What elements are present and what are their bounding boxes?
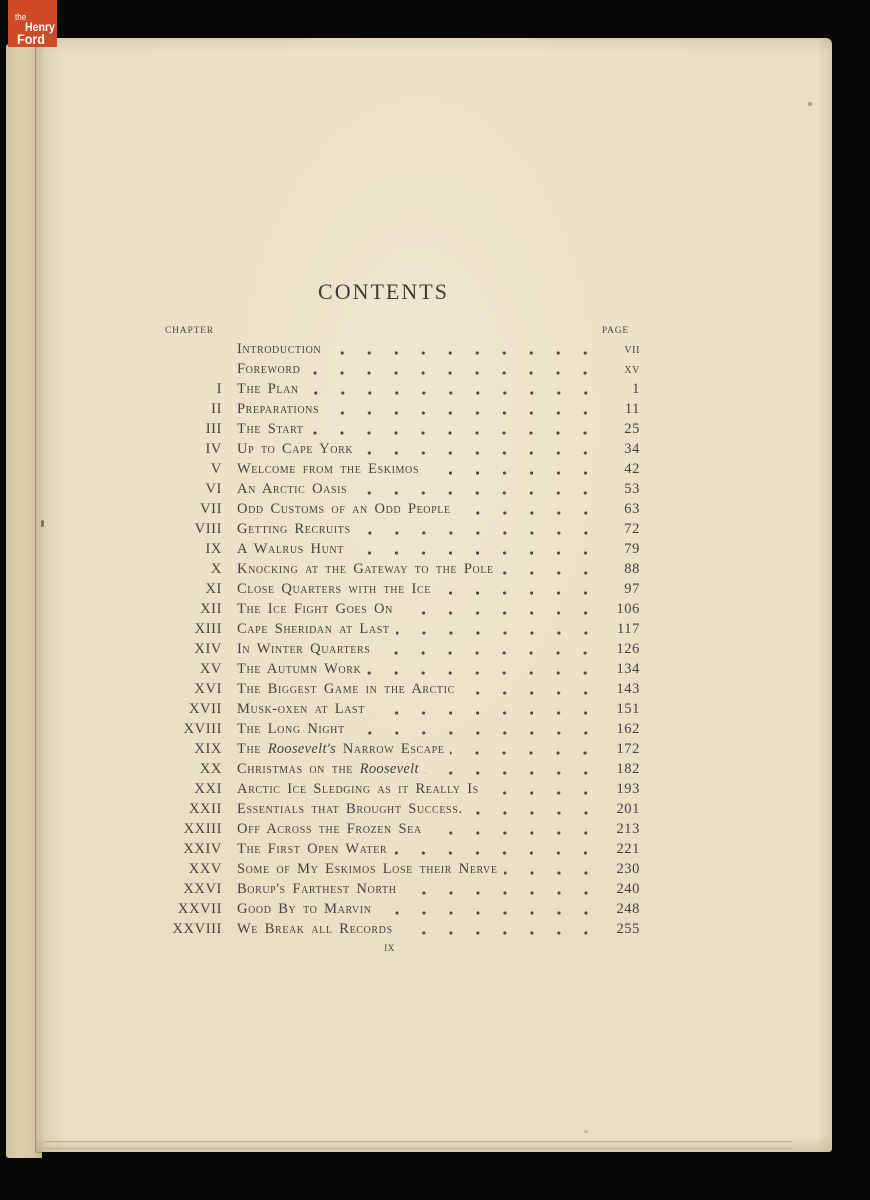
book-page [36,38,832,1152]
dot-leader [403,879,602,899]
chapter-numeral: VII [200,501,222,517]
entry-page-number: 143 [616,681,640,697]
chapter-numeral: XVIII [183,721,222,737]
entry-page-number: 72 [624,521,640,537]
chapter-title [237,699,365,719]
chapter-numeral: XXV [188,861,222,877]
chapter-numeral: XXII [188,801,222,817]
dot-leader [500,559,602,579]
dot-leader [309,419,602,439]
toc-row [165,819,640,839]
chapter-title [237,879,397,899]
title-text: The Plan [237,381,299,397]
title-text: Introduction [237,341,322,357]
chapter-title [237,399,319,419]
chapter-title [237,759,419,779]
toc-entry-list [165,339,640,939]
entry-page-number: 88 [624,561,640,577]
chapter-numeral: III [205,421,222,437]
toc-row [165,459,640,479]
chapter-title [237,539,344,559]
toc-row [165,739,640,759]
toc-row [165,719,640,739]
title-text: Welcome from the Eskimos [237,461,419,477]
ship-name-italic: Roosevelt [359,761,419,777]
chapter-numeral: XIV [194,641,222,657]
toc-row [165,859,640,879]
page-column-label: PAGE [601,326,629,336]
chapter-numeral: XXI [194,781,222,797]
chapter-title [237,559,494,579]
dot-leader [425,459,602,479]
title-text: Narrow Escape [336,741,445,757]
toc-row [165,759,640,779]
page-title: CONTENTS [318,279,449,304]
title-text: Off Across the Frozen Sea [237,821,422,837]
toc-row [165,479,640,499]
toc-row [165,879,640,899]
chapter-numeral: V [210,461,222,477]
dot-leader [357,519,602,539]
chapter-title [237,839,387,859]
chapter-numeral: XXVII [177,901,222,917]
dot-leader [428,819,602,839]
chapter-title [237,459,419,479]
entry-page-number: 240 [616,881,640,897]
entry-page-number: vii [624,341,640,357]
entry-page-number: 34 [624,441,640,457]
chapter-title [237,499,451,519]
entry-page-number: 221 [616,841,640,857]
chapter-title [237,599,393,619]
chapter-numeral: IV [205,441,222,457]
chapter-numeral: XVI [194,681,222,697]
toc-row [165,519,640,539]
chapter-title [237,619,390,639]
dot-leader [504,859,602,879]
chapter-title [237,579,431,599]
entry-page-number: 193 [616,781,640,797]
chapter-title [237,739,444,759]
chapter-column-label: CHAPTER [165,326,214,336]
toc-row [165,619,640,639]
chapter-numeral: XVII [188,701,222,717]
toc-row [165,419,640,439]
dot-leader [351,719,602,739]
entry-page-number: 182 [616,761,640,777]
toc-row [165,379,640,399]
toc-row [165,599,640,619]
logo-text-henry: Henry [25,20,55,34]
toc-row [165,399,640,419]
chapter-numeral: IX [205,541,222,557]
chapter-numeral: VIII [194,521,222,537]
dot-leader [367,659,602,679]
toc-row [165,899,640,919]
title-text: Borup's Farthest North [237,881,397,897]
dot-leader [327,339,602,359]
title-text: The Autumn Work [237,661,362,677]
dot-leader [461,679,602,699]
paper-speck [41,520,44,527]
toc-column-headers [165,325,640,337]
title-text: Knocking at the Gateway to the Pole [237,561,494,577]
dot-leader [393,839,602,859]
logo-text-ford: Ford [17,31,45,47]
title-text: The Long Night [237,721,345,737]
title-text: Cape Sheridan at Last [237,621,390,637]
chapter-numeral: I [216,381,222,397]
entry-page-number: 53 [624,481,640,497]
title-text: Arctic Ice Sledging as it Really Is [237,781,479,797]
dot-leader [359,439,602,459]
dot-leader [425,759,602,779]
title-text: Preparations [237,401,320,417]
entry-page-number: 162 [616,721,640,737]
entry-page-number: 201 [616,801,640,817]
dot-leader [396,619,602,639]
ship-name-italic: Roosevelt's [267,741,337,757]
dot-leader [371,699,602,719]
chapter-title [237,919,393,939]
title-text: Odd Customs of an Odd People [237,501,451,517]
chapter-numeral: XV [199,661,222,677]
chapter-title [237,359,300,379]
toc-row [165,359,640,379]
chapter-title [237,679,455,699]
entry-page-number: 79 [624,541,640,557]
dot-leader [457,499,602,519]
entry-page-number: 97 [624,581,640,597]
chapter-numeral: XXIII [183,821,222,837]
entry-page-number: 230 [616,861,640,877]
entry-page-number: 1 [632,381,640,397]
dot-leader [306,359,602,379]
chapter-numeral: XIII [194,621,222,637]
entry-page-number: 106 [616,601,640,617]
dot-leader [399,919,602,939]
toc-row [165,679,640,699]
chapter-title [237,899,372,919]
title-text: Good By to Marvin [237,901,372,917]
entry-page-number: xv [624,361,640,377]
chapter-numeral: VI [205,481,222,497]
title-text: The First Open Water [237,841,388,857]
title-text: Essentials that Brought Success. [237,801,463,817]
chapter-numeral: XI [205,581,222,597]
title-text: Getting Recruits [237,521,351,537]
chapter-numeral: XXVIII [172,921,222,937]
entry-page-number: 11 [624,401,640,417]
chapter-title [237,519,351,539]
entry-page-number: 25 [624,421,640,437]
title-text: We Break all Records [237,921,393,937]
title-text: An Arctic Oasis [237,481,348,497]
chapter-numeral: XXVI [183,881,222,897]
dot-leader [350,539,602,559]
dot-leader [325,399,602,419]
chapter-title [237,819,422,839]
toc-row [165,559,640,579]
dot-leader [376,639,602,659]
title-text: Close Quarters with the Ice [237,581,431,597]
chapter-title [237,779,479,799]
chapter-title [237,639,370,659]
chapter-numeral: XXIV [183,841,222,857]
title-text: The [237,741,268,757]
entry-page-number: 117 [616,621,640,637]
title-text: Musk-oxen at Last [237,701,365,717]
title-text: In Winter Quarters [237,641,371,657]
chapter-numeral: XIX [194,741,222,757]
entry-page-number: 213 [616,821,640,837]
title-text: Foreword [237,361,301,377]
chapter-title [237,479,347,499]
toc-row [165,439,640,459]
title-text: Up to Cape York [237,441,354,457]
dot-leader [485,779,602,799]
henry-ford-logo [8,0,57,47]
paper-speck [584,1130,588,1133]
chapter-title [237,719,345,739]
toc-row [165,659,640,679]
chapter-numeral: X [210,561,222,577]
dot-leader [450,739,602,759]
toc-row [165,799,640,819]
toc-row [165,779,640,799]
chapter-numeral: II [211,401,222,417]
title-text: A Walrus Hunt [237,541,344,557]
dot-leader [437,579,602,599]
chapter-title [237,339,321,359]
chapter-title [237,439,353,459]
dot-leader [353,479,602,499]
chapter-title [237,419,303,439]
dot-leader [378,899,602,919]
chapter-title [237,799,463,819]
toc-row [165,839,640,859]
toc-row [165,579,640,599]
page-bottom-edge-lines [44,1141,792,1149]
chapter-title [237,379,299,399]
folio-page-number: ix [384,939,395,954]
title-text: The Biggest Game in the Arctic [237,681,455,697]
toc-row [165,499,640,519]
entry-page-number: 134 [616,661,640,677]
toc-row [165,639,640,659]
dot-leader [305,379,602,399]
logo-text-the: the [15,12,27,22]
chapter-title [237,859,498,879]
toc-row [165,539,640,559]
entry-page-number: 63 [624,501,640,517]
chapter-title [237,659,361,679]
title-text: Some of My Eskimos Lose their Nerve [237,861,498,877]
toc-row [165,339,640,359]
entry-page-number: 248 [616,901,640,917]
title-text: Christmas on the [237,761,360,777]
chapter-numeral: XII [200,601,222,617]
toc-row [165,699,640,719]
paper-speck [808,102,812,106]
title-text: The Start [237,421,304,437]
entry-page-number: 126 [616,641,640,657]
entry-page-number: 151 [616,701,640,717]
dot-leader [469,799,602,819]
entry-page-number: 255 [616,921,640,937]
title-text: The Ice Fight Goes On [237,601,393,617]
entry-page-number: 42 [624,461,640,477]
chapter-numeral: XX [199,761,222,777]
entry-page-number: 172 [616,741,640,757]
dot-leader [399,599,602,619]
toc-row [165,919,640,939]
